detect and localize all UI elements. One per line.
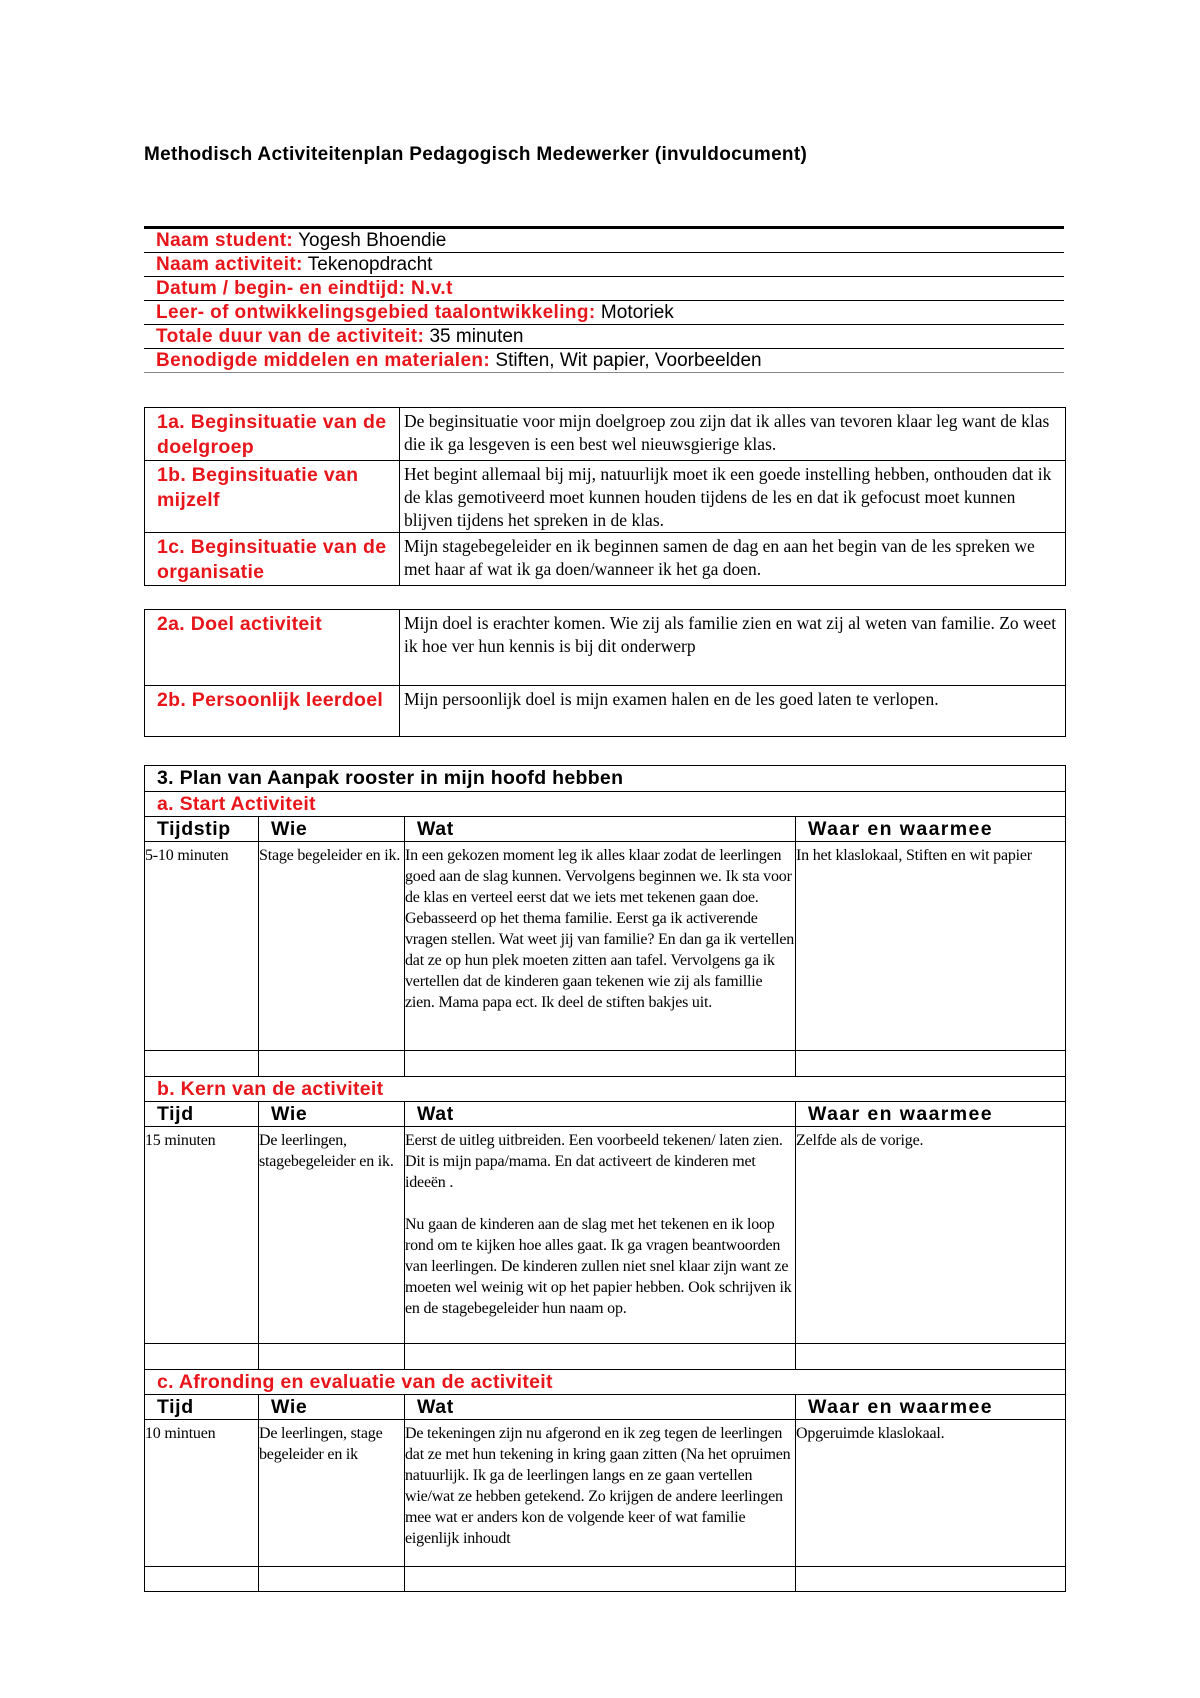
afronding-col-wat: Wat xyxy=(405,1395,796,1420)
kern-section-title: b. Kern van de activiteit xyxy=(145,1077,1066,1102)
start-section-row xyxy=(145,792,1066,817)
info-row-materials xyxy=(144,349,1064,373)
afronding-section-title: c. Afronding en evaluatie van de activiteit xyxy=(145,1370,1066,1395)
kern-wat-part2: Nu gaan de kinderen aan de slag met het tekenen en ik loop rond om te kijken hoe alles gaat. Ik ga vragen beantwoorden van leerlingen. De kinderen zullen niet snel klaar zijn want ze moeten wel weinig wit op het papier hebben. Ook schrijven ik en de stagebegeleider hun naam op. xyxy=(405,1216,792,1317)
row-doelgroep xyxy=(145,408,1066,461)
info-row-date xyxy=(144,277,1064,301)
info-row-activity xyxy=(144,253,1064,277)
kern-wat-part1: Eerst de uitleg uitbreiden. Een voorbeeld tekenen/ laten zien. Dit is mijn papa/mama. En dat activeert de kinderen met ideeën . xyxy=(405,1132,783,1191)
kern-tijd: 15 minuten xyxy=(145,1127,259,1344)
afronding-wie: De leerlingen, stage begeleider en ik xyxy=(259,1420,405,1567)
start-tijd: 5-10 minuten xyxy=(145,842,259,1051)
doelgroep-label: 1a. Beginsituatie van de doelgroep xyxy=(145,408,400,461)
afronding-header-row xyxy=(145,1395,1066,1420)
organisatie-label: 1c. Beginsituatie van de organisatie xyxy=(145,533,400,586)
afronding-wat: De tekeningen zijn nu afgerond en ik zeg tegen de leerlingen dat ze met hun tekening in kring gaan zitten (Na het opruimen natuurlijk. Ik ga de leerlingen langs en ze gaan vertellen wie/wat ze hebben getekend. Zo krijgen de andere leerlingen mee wat er anders kon de volgende keer of wat familie eigenlijk inhoudt xyxy=(405,1420,796,1567)
afronding-tijd: 10 mintuen xyxy=(145,1420,259,1567)
row-mijzelf xyxy=(145,461,1066,533)
start-waar: In het klaslokaal, Stiften en wit papier xyxy=(796,842,1066,1051)
info-row-duration xyxy=(144,325,1064,349)
doelen-table xyxy=(144,609,1066,737)
start-col-tijdstip: Tijdstip xyxy=(145,817,259,842)
doelgroep-text: De beginsituatie voor mijn doelgroep zou zijn dat ik alles van tevoren klaar leg want de klas die ik ga lesgeven is een best wel nieuwsgierige klas. xyxy=(400,408,1066,461)
info-row-area xyxy=(144,301,1064,325)
materials-value: Stiften, Wit papier, Voorbeelden xyxy=(490,350,762,371)
kern-col-wie: Wie xyxy=(259,1102,405,1127)
kern-section-row xyxy=(145,1077,1066,1102)
start-col-wie: Wie xyxy=(259,817,405,842)
activity-value: Tekenopdracht xyxy=(302,254,433,275)
kern-waar: Zelfde als de vorige. xyxy=(796,1127,1066,1344)
kern-col-wat: Wat xyxy=(405,1102,796,1127)
start-wat: In een gekozen moment leg ik alles klaar zodat de leerlingen goed aan de slag kunnen. Vervolgens beginnen we. Ik sta voor de klas en verteel eerst dat we iets met tekenen gaan doe. Gebasseerd op het thema familie. Eerst ga ik activerende vragen stellen. Wat weet jij van familie? En dan ga ik vertellen dat ze op hun plek moeten zitten aan tafel. Vervolgens ga ik vertellen dat de kinderen gaan tekenen wie zij als famillie zien. Mama papa ect. Ik deel de stiften bakjes uit. xyxy=(405,842,796,1051)
area-label: Leer- of ontwikkelingsgebied taalontwikkeling: xyxy=(156,302,596,323)
student-value: Yogesh Bhoendie xyxy=(293,230,447,251)
plan-title: 3. Plan van Aanpak rooster in mijn hoofd hebben xyxy=(145,766,1066,792)
area-value: Motoriek xyxy=(595,302,674,323)
kern-col-waar: Waar en waarmee xyxy=(796,1102,1066,1127)
row-persoonlijk xyxy=(145,686,1066,737)
date-label: Datum / begin- en eindtijd: N.v.t xyxy=(156,278,453,299)
afronding-col-tijd: Tijd xyxy=(145,1395,259,1420)
duration-label: Totale duur van de activiteit: xyxy=(156,326,425,347)
materials-label: Benodigde middelen en materialen: xyxy=(156,350,491,371)
duration-value: 35 minuten xyxy=(424,326,524,347)
kern-header-row xyxy=(145,1102,1066,1127)
start-content-row xyxy=(145,842,1066,1051)
student-label: Naam student: xyxy=(156,230,294,251)
student-info-table xyxy=(144,226,1064,373)
mijzelf-label: 1b. Beginsituatie van mijzelf xyxy=(145,461,400,533)
kern-content-row xyxy=(145,1127,1066,1344)
start-section-title: a. Start Activiteit xyxy=(145,792,1066,817)
persoonlijk-label: 2b. Persoonlijk leerdoel xyxy=(145,686,400,737)
afronding-empty-row xyxy=(145,1567,1066,1592)
start-header-row xyxy=(145,817,1066,842)
afronding-col-waar: Waar en waarmee xyxy=(796,1395,1066,1420)
doel-activiteit-label: 2a. Doel activiteit xyxy=(145,610,400,686)
kern-wie: De leerlingen, stagebegeleider en ik. xyxy=(259,1127,405,1344)
doel-activiteit-text: Mijn doel is erachter komen. Wie zij als familie zien en wat zij al weten van familie. Zo weet ik hoe ver hun kennis is bij dit onderwerp xyxy=(400,610,1066,686)
row-doel-activiteit xyxy=(145,610,1066,686)
kern-col-tijd: Tijd xyxy=(145,1102,259,1127)
mijzelf-text: Het begint allemaal bij mij, natuurlijk moet ik een goede instelling hebben, onthouden dat ik de klas gemotiveerd moet kunnen houden tijdens de les en dat ik gefocust moet kunnen blijven tijdens het spreken in de klas. xyxy=(400,461,1066,533)
afronding-col-wie: Wie xyxy=(259,1395,405,1420)
kern-empty-row xyxy=(145,1344,1066,1370)
row-organisatie xyxy=(145,533,1066,586)
document-title: Methodisch Activiteitenplan Pedagogisch Medewerker (invuldocument) xyxy=(144,144,808,165)
organisatie-text: Mijn stagebegeleider en ik beginnen samen de dag en aan het begin van de les spreken we met haar af wat ik ga doen/wanneer ik het ga doen. xyxy=(400,533,1066,586)
afronding-waar: Opgeruimde klaslokaal. xyxy=(796,1420,1066,1567)
start-empty-row xyxy=(145,1051,1066,1077)
activity-label: Naam activiteit: xyxy=(156,254,303,275)
info-row-student xyxy=(144,229,1064,253)
persoonlijk-text: Mijn persoonlijk doel is mijn examen halen en de les goed laten te verlopen. xyxy=(400,686,1066,737)
plan-table xyxy=(144,765,1066,1592)
beginsituatie-table xyxy=(144,407,1066,586)
plan-title-row xyxy=(145,766,1066,792)
afronding-section-row xyxy=(145,1370,1066,1395)
start-col-waar: Waar en waarmee xyxy=(796,817,1066,842)
kern-wat xyxy=(405,1127,796,1344)
start-col-wat: Wat xyxy=(405,817,796,842)
start-wie: Stage begeleider en ik. xyxy=(259,842,405,1051)
afronding-content-row xyxy=(145,1420,1066,1567)
